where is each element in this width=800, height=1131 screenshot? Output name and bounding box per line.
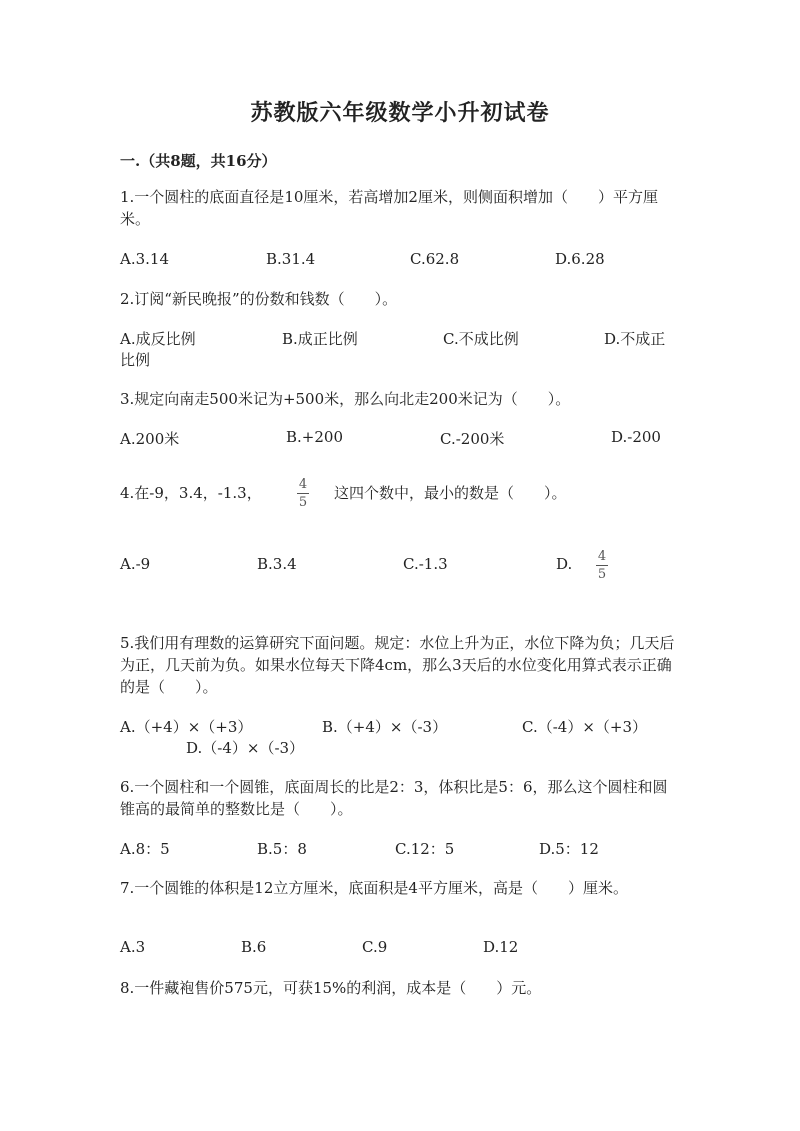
q4-option-d-denominator: 5 [597, 567, 607, 582]
q2-option-a: A.成反比例 [120, 330, 196, 348]
q4-option-d: D. [556, 555, 573, 573]
q3-option-a: A.200米 [120, 430, 180, 448]
q1-option-d: D.6.28 [555, 250, 605, 268]
q4-option-d-fraction [596, 550, 608, 581]
question-5: 5.我们用有理数的运算研究下面问题。规定：水位上升为正，水位下降为负；几天后为正，几天前为负。如果水位每天下降4cm，那么3天后的水位变化用算式表示正确的是（ ）。 [120, 634, 675, 696]
q3-option-d: D.-200 [611, 428, 661, 446]
q6-option-c: C.12：5 [395, 840, 455, 858]
q6-option-b: B.5：8 [257, 840, 307, 858]
question-1: 1.一个圆柱的底面直径是10厘米，若高增加2厘米，则侧面积增加（ ）平方厘米。 [120, 188, 658, 228]
q5-option-b: B.（+4）×（-3） [322, 718, 448, 736]
question-4-part2: 这四个数中，最小的数是（ ）。 [334, 484, 567, 502]
q2-option-b: B.成正比例 [282, 330, 358, 348]
q1-option-a: A.3.14 [120, 250, 169, 268]
q2-option-d-wrap: 比例 [120, 351, 151, 369]
q2-option-d: D.不成正 [604, 330, 666, 348]
q4-option-d-bar [596, 565, 608, 566]
q7-option-d: D.12 [483, 938, 519, 956]
q4-option-d-numerator: 4 [597, 549, 607, 564]
q4-fraction [297, 478, 309, 509]
q6-option-a: A.8：5 [120, 840, 170, 858]
q4-option-c: C.-1.3 [403, 555, 448, 573]
q4-option-a: A.-9 [120, 555, 151, 573]
q1-option-c: C.62.8 [410, 250, 460, 268]
q1-option-b: B.31.4 [266, 250, 316, 268]
section-heading: 一.（共8题，共16分） [120, 152, 277, 170]
question-8: 8.一件藏袍售价575元，可获15%的利润，成本是（ ）元。 [120, 979, 542, 997]
page-title: 苏教版六年级数学小升初试卷 [250, 100, 550, 126]
question-3: 3.规定向南走500米记为+500米，那么向北走200米记为（ ）。 [120, 390, 571, 408]
q7-option-c: C.9 [362, 938, 388, 956]
q6-option-d: D.5：12 [539, 840, 599, 858]
question-7: 7.一个圆锥的体积是12立方厘米，底面积是4平方厘米，高是（ ）厘米。 [120, 879, 628, 897]
q2-option-c: C.不成比例 [443, 330, 519, 348]
q7-option-b: B.6 [241, 938, 267, 956]
q5-option-d: D.（-4）×（-3） [186, 739, 305, 757]
question-6: 6.一个圆柱和一个圆锥，底面周长的比是2：3，体积比是5：6，那么这个圆柱和圆锥高的最简单的整数比是（ ）。 [120, 778, 668, 818]
q5-option-c: C.（-4）×（+3） [522, 718, 648, 736]
q4-fraction-denominator: 5 [298, 495, 308, 510]
q4-fraction-bar [297, 493, 309, 494]
q4-option-b: B.3.4 [257, 555, 297, 573]
question-4-part1: 4.在-9，3.4，-1.3， [120, 484, 262, 502]
q5-option-a: A.（+4）×（+3） [120, 718, 253, 736]
q4-fraction-numerator: 4 [298, 477, 308, 492]
question-2: 2.订阅“新民晚报”的份数和钱数（ ）。 [120, 290, 398, 308]
q3-option-b: B.+200 [286, 428, 343, 446]
q3-option-c: C.-200米 [440, 430, 505, 448]
q7-option-a: A.3 [120, 938, 146, 956]
